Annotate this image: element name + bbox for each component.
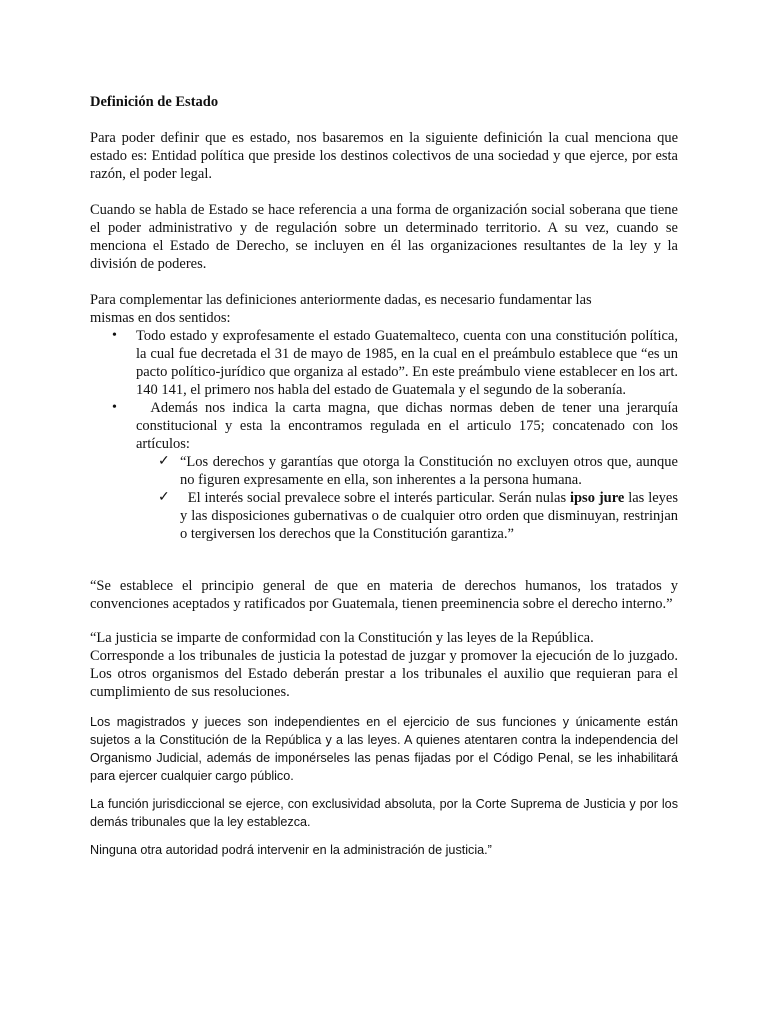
paragraph-ninguna-autoridad: Ninguna otra autoridad podrá intervenir en la administración de justicia.” bbox=[90, 843, 492, 857]
quote-derechos-humanos: “Se establece el principio general de que en materia de derechos humanos, los tratados y convenciones aceptados y ratificados por Guatemala, tienen preeminencia sobre el derecho interno.” bbox=[90, 578, 678, 612]
paragraph-complement-line2: mismas en dos sentidos: bbox=[90, 310, 231, 326]
document-page bbox=[90, 93, 682, 859]
bullet-icon: • bbox=[112, 400, 117, 415]
checkmark-icon: ✓ bbox=[158, 454, 170, 469]
paragraph-complement-line1: Para complementar las definiciones anteriormente dadas, es necesario fundamentar las bbox=[90, 292, 592, 308]
bullet-text: Todo estado y exprofesamente el estado Guatemalteco, cuenta con una constitución política, la cual fue decretada el 31 de mayo de 1985, en la cual en el preámbulo establece que “es un pacto político-jurídico que organiza al estado”. En este preámbulo viene establecer en los art. 140 141, el primero nos habla del estado de Guatemala y el segundo de la soberanía. bbox=[136, 328, 678, 398]
bullet-list bbox=[90, 327, 682, 543]
quote-justicia-rest: Corresponde a los tribunales de justicia la potestad de juzgar y promover la ejecución de lo juzgado. Los otros organismos del Estado deberán prestar a los tribunales el auxilio que requieran para el cumplimiento de sus resoluciones. bbox=[90, 648, 678, 700]
bullet-item-carta-magna bbox=[90, 399, 682, 543]
quote-justicia-line1: “La justicia se imparte de conformidad con la Constitución y las leyes de la República. bbox=[90, 630, 594, 646]
paragraph-estado-derecho: Cuando se habla de Estado se hace referencia a una forma de organización social soberana que tiene el poder administrativo y de regulación sobre un determinado territorio. A su vez, cuando se menciona el Estado de Derecho, se incluyen en él las organizaciones resultantes de la ley y la división de poderes. bbox=[90, 202, 678, 272]
paragraph-funcion-jurisdiccional: La función jurisdiccional se ejerce, con exclusividad absoluta, por la Corte Suprema de Justicia y por los demás tribunales que la ley establezca. bbox=[90, 797, 678, 829]
check-text-after: las leyes y las disposiciones gubernativas o de cualquier otro orden que disminuyan, restrinjan o tergiversen los derechos que la Constitución garantiza.” bbox=[180, 490, 679, 542]
paragraph-complement bbox=[90, 291, 678, 327]
bullet-item-constitucion bbox=[90, 327, 678, 399]
check-list bbox=[136, 453, 678, 543]
check-text: “Los derechos y garantías que otorga la Constitución no excluyen otros que, aunque no figuren expresamente en ella, son inherentes a la persona humana. bbox=[180, 454, 678, 488]
bullet-icon: • bbox=[112, 328, 117, 343]
check-item-derechos bbox=[136, 453, 678, 489]
check-item-interes-social bbox=[136, 489, 678, 543]
paragraph-definition: Para poder definir que es estado, nos basaremos en la siguiente definición la cual menciona que estado es: Entidad política que preside los destinos colectivos de una sociedad y que ejerce, por esta razón, el poder legal. bbox=[90, 130, 678, 182]
bullet-text: Además nos indica la carta magna, que dichas normas deben de tener una jerarquía constitucional y esta la encontramos regulada en el articulo 175; concatenado con los artículos: bbox=[136, 400, 682, 452]
paragraph-magistrados: Los magistrados y jueces son independientes en el ejercicio de sus funciones y únicamente están sujetos a la Constitución de la República y a las leyes. A quienes atentaren contra la independencia del Organismo Judicial, además de imponérseles las penas fijadas por el Código Penal, se les inhabilitará para ejercer cualquier cargo público. bbox=[90, 715, 678, 783]
checkmark-icon: ✓ bbox=[158, 490, 170, 505]
check-text-bold: ipso jure bbox=[569, 490, 625, 506]
document-title: Definición de Estado bbox=[90, 94, 219, 110]
quote-justicia bbox=[90, 629, 678, 701]
check-text-before: El interés social prevalece sobre el interés particular. Serán nulas bbox=[180, 490, 570, 506]
